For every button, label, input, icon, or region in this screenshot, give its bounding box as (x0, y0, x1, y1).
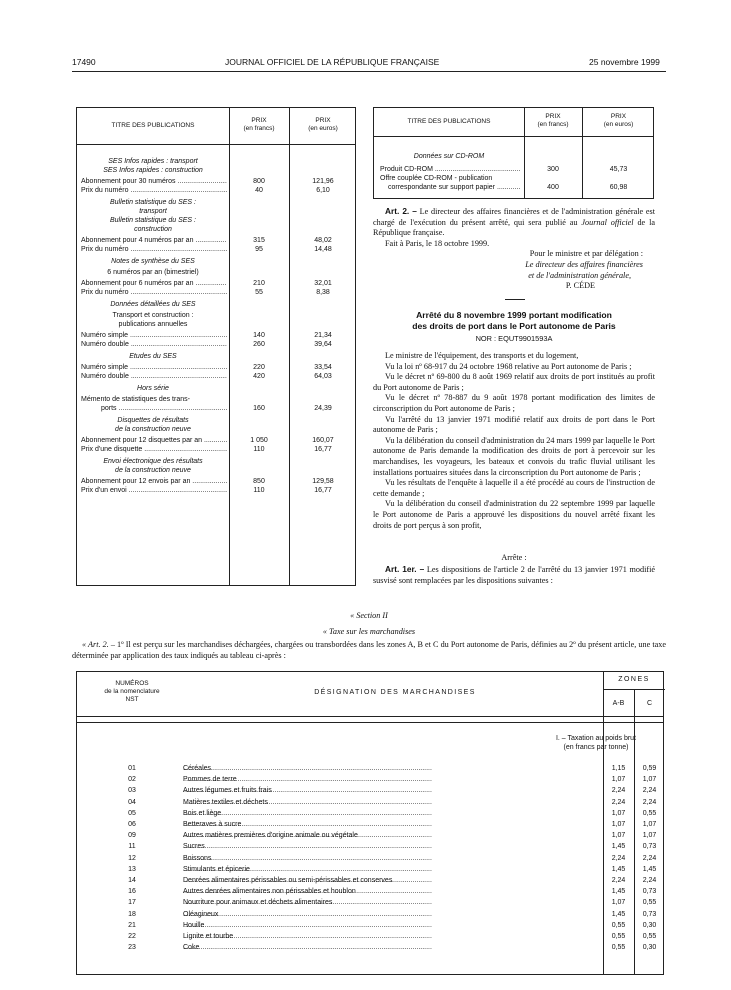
header-rule (72, 71, 666, 72)
rate-zone-ab: 2,24 (611, 877, 626, 884)
decree-paragraph: Vu la délibération du conseil d'administration du 24 mars 1999 par laquelle le Port autonome de Paris demande la modification des droits de port à percevoir sur les marchandises, les voyageurs, les bateaux et convois du trafic fluvial utilisant les installations portuaires situées dans la circonscription du Port autonome de Paris ; (373, 435, 655, 477)
table-row (77, 842, 663, 852)
col-francs-header: PRIX (en francs) (537, 113, 569, 128)
table-header (77, 672, 663, 717)
nst-number: 18 (128, 910, 136, 918)
decree-paragraph: Vu l'arrêté du 13 janvier 1971 modifié relatif aux droits de port dans le Port autonome de Paris ; (373, 414, 655, 435)
goods-designation: Nourriture pour animaux et déchets alimentaires ..... (183, 898, 597, 908)
goods-designation: Lignite et tourbe ..... (183, 932, 597, 942)
nst-number: 01 (128, 765, 136, 772)
table-row (77, 943, 663, 953)
price-euros: 39,64 (314, 341, 332, 348)
price-euros: 64,03 (314, 373, 332, 380)
row-label: Prix d'une disquette ..... (81, 445, 227, 454)
col-title-header: TITRE DES PUBLICATIONS (407, 118, 491, 125)
col-c-header: C (646, 700, 653, 707)
table-row (374, 174, 653, 183)
article-lead: « Art. 2. – (82, 640, 115, 649)
table-row (77, 404, 355, 413)
goods-designation: Stimulants et épicerie ..... (183, 865, 597, 875)
rate-zone-ab: 1,45 (611, 865, 626, 873)
journal-title: JOURNAL OFFICIEL DE LA RÉPUBLIQUE FRANÇAISE (225, 57, 440, 67)
row-label: ports ..... (101, 404, 227, 413)
section-heading: Disquettes de résultats de la construction neuve (115, 417, 191, 433)
publications-price-table (76, 107, 356, 586)
table-header (374, 108, 653, 137)
price-euros: 6,10 (316, 187, 330, 194)
goods-designation: Denrées alimentaires périssables ou semi-périssables et conserves ..... (183, 876, 597, 886)
table-row (77, 775, 663, 785)
table-row (374, 165, 653, 174)
table-header (77, 108, 355, 145)
price-euros: 33,54 (314, 364, 332, 371)
article-2 (373, 206, 655, 292)
table-row (77, 186, 355, 195)
price-euros: 24,39 (314, 405, 332, 412)
price-euros: 16,77 (314, 487, 332, 494)
table-row (77, 340, 355, 349)
row-label: Abonnement pour 12 envois par an ..... (81, 477, 227, 486)
rate-zone-c: 2,24 (642, 798, 657, 806)
price-francs: 850 (253, 478, 265, 485)
rate-zone-ab: 1,07 (611, 776, 626, 784)
table-row (77, 236, 355, 245)
rate-zone-c: 2,24 (642, 854, 657, 862)
section-heading: Envoi électronique des résultats de la construction neuve (103, 458, 203, 474)
article-text-end: de la République française. (373, 217, 655, 238)
price-francs: 1 050 (250, 437, 268, 444)
issue-date: 25 novembre 1999 (589, 57, 660, 67)
price-euros: 60,98 (609, 184, 628, 191)
nst-number: 06 (128, 821, 136, 828)
price-francs: 420 (253, 373, 265, 380)
rate-zone-c: 0,73 (642, 910, 657, 918)
goods-designation: Matières textiles et déchets ..... (183, 798, 597, 808)
table-row (77, 887, 663, 897)
goods-designation: Autres denrées alimentaires non périssables et houblon ..... (183, 887, 597, 897)
rate-zone-ab: 1,07 (611, 899, 626, 907)
row-label: Prix du numéro ..... (81, 186, 227, 195)
price-francs: 110 (253, 446, 265, 453)
article-1 (373, 564, 655, 586)
signing-date: Fait à Paris, le 18 octobre 1999. (385, 238, 490, 248)
signature-line: Pour le ministre et par délégation : (529, 249, 643, 259)
header-spacer (77, 716, 663, 723)
price-euros: 121,96 (312, 178, 334, 185)
nst-number: 05 (128, 809, 136, 817)
price-francs: 210 (253, 280, 265, 287)
col-euros-header: PRIX (en euros) (603, 113, 634, 128)
price-francs: 160 (253, 405, 265, 412)
taxation-heading (527, 734, 665, 752)
goods-designation: Bois et liège ..... (183, 809, 597, 819)
section-heading: Notes de synthèse du SES (111, 258, 195, 265)
price-francs: 260 (253, 341, 265, 348)
rate-zone-ab: 1,45 (611, 888, 626, 896)
table-row (77, 445, 355, 454)
section-article (72, 640, 666, 661)
rate-zone-ab: 0,55 (611, 933, 626, 940)
col-num-header: NUMÉROS de la nomenclature NST (104, 680, 160, 703)
table-row (77, 372, 355, 381)
rate-zone-c: 1,07 (642, 832, 657, 840)
section-heading: Hors série (137, 385, 169, 392)
decree-title-line: des droits de port dans le Port autonome de Paris (412, 320, 616, 331)
col-ab-header: A-B (612, 700, 625, 707)
table-row (77, 245, 355, 254)
rate-zone-c: 0,55 (642, 809, 657, 817)
taxation-line: (en francs par tonne) (563, 744, 629, 751)
col-zones-header: ZONES (618, 676, 650, 683)
decree-arrete-word: Arrête : (501, 553, 527, 562)
row-label: Prix du numéro ..... (81, 245, 227, 254)
section-heading: 6 numéros par an (bimestriel) (107, 269, 199, 276)
article-text: Les dispositions de l'article 2 de l'arrêté du 13 janvier 1971 modifié susvisé sont remplacées par les dispositions suivantes : (373, 565, 655, 585)
price-francs: 220 (253, 364, 265, 371)
goods-designation: Houille ..... (183, 921, 597, 931)
rate-zone-ab: 1,07 (611, 832, 626, 840)
row-label: Mémento de statistiques des trans- (81, 396, 190, 403)
col-francs-header: PRIX (en francs) (243, 117, 275, 132)
article-lead: Art. 1er. – (385, 564, 425, 574)
nst-number: 23 (128, 944, 136, 952)
price-francs: 300 (547, 166, 559, 173)
rate-zone-c: 2,24 (642, 877, 657, 884)
rate-zone-c: 0,73 (642, 843, 657, 851)
table-row (77, 477, 355, 486)
decree-paragraph: Vu la délibération du conseil d'administration du 22 septembre 1999 par laquelle le Port autonome de Paris a approuvé les dispositions du nouvel arrêté fixant les droits de port perçus à son profit, (373, 499, 655, 530)
row-label: correspondante sur support papier ..... (388, 183, 520, 192)
decree-paragraph: Vu le décret nº 69-800 du 8 août 1969 relatif aux droits de port institués au profit du Port autonome de Paris ; (373, 372, 655, 392)
nst-number: 11 (128, 843, 136, 851)
table-row (374, 183, 653, 192)
column-divider (634, 689, 635, 716)
price-euros: 32,01 (314, 280, 332, 287)
price-francs: 140 (253, 332, 265, 339)
article-text: Le directeur des affaires financières et de l'administration générale est chargé de l'exécution du présent arrêté, qui sera publié au (373, 207, 655, 227)
table-row (77, 898, 663, 908)
goods-designation: Coke ..... (183, 943, 597, 953)
rate-zone-ab: 1,07 (611, 821, 626, 828)
section-heading: Données sur CD-ROM (413, 153, 485, 160)
separator-rule (505, 299, 525, 300)
nst-number: 09 (128, 832, 136, 840)
table-row (77, 436, 355, 445)
section-heading: Bulletin statistique du SES : transport Bulletin statistique du SES : construction (110, 199, 196, 233)
table-row (77, 786, 663, 796)
rate-zone-c: 0,30 (642, 921, 657, 929)
decree-title (373, 310, 655, 331)
row-label: Numéro double ..... (81, 340, 227, 349)
price-euros: 21,34 (314, 332, 332, 339)
decree-paragraph: Le ministre de l'équipement, des transports et du logement, (385, 351, 579, 360)
price-euros: 14,48 (314, 246, 332, 253)
row-label: Abonnement pour 12 disquettes par an ..... (81, 436, 227, 445)
nst-number: 17 (128, 899, 136, 907)
section-heading: SES Infos rapides : transport SES Infos rapides : construction (103, 158, 203, 174)
nst-number: 22 (128, 933, 136, 940)
page-number: 17490 (72, 57, 96, 67)
decree-paragraph: Vu la loi nº 68-917 du 24 octobre 1968 relative au Port autonome de Paris ; (385, 361, 632, 371)
goods-designation: Betteraves à sucre ..... (183, 820, 597, 830)
table-row (77, 820, 663, 830)
table-row (77, 932, 663, 942)
table-row (77, 921, 663, 931)
row-label: Abonnement pour 6 numéros par an ..... (81, 279, 227, 288)
rate-zone-ab: 2,24 (611, 798, 626, 806)
nst-number: 04 (128, 798, 136, 806)
section-title: « Section II (350, 611, 388, 620)
price-euros: 160,07 (312, 437, 334, 444)
goods-designation: Céréales ..... (183, 764, 597, 774)
signatory-name: P. CÉDE (565, 281, 595, 291)
row-label: Offre couplée CD-ROM - publication (380, 175, 493, 182)
nst-number: 02 (128, 776, 136, 784)
goods-designation: Autres matières premières d'origine animale ou végétale ..... (183, 831, 597, 841)
row-label: Prix d'un envoi ..... (81, 486, 227, 495)
row-label: Abonnement pour 30 numéros ..... (81, 177, 227, 186)
decree-paragraph: Vu le décret nº 78-887 du 9 août 1978 portant modification des limites de circonscription du Port autonome de Paris ; (373, 393, 655, 413)
rate-zone-c: 0,30 (642, 944, 657, 952)
rate-zone-c: 0,55 (642, 899, 657, 907)
article-text: 1º Il est perçu sur les marchandises déchargées, chargées ou transbordées dans les zones A, B et C du Port autonome de Paris, définies au 2º du présent article, une taxe déterminée par application des taux indiqués au tableau ci-après : (72, 640, 666, 660)
article-lead: Art. 2. – (385, 206, 417, 216)
table-row (77, 288, 355, 297)
table-row (77, 331, 355, 340)
row-label: Numéro double ..... (81, 372, 227, 381)
goods-designation: Sucres ..... (183, 842, 597, 852)
price-euros: 45,73 (609, 166, 628, 173)
signature-line: Le directeur des affaires financières (525, 259, 643, 269)
section-heading: Etudes du SES (129, 353, 177, 360)
journal-reference: Journal officiel (581, 217, 634, 227)
row-label: Numéro simple ..... (81, 331, 227, 340)
decree-body (373, 351, 655, 531)
table-row (77, 798, 663, 808)
row-label: Numéro simple ..... (81, 363, 227, 372)
rate-zone-ab: 2,24 (611, 854, 626, 862)
nst-number: 14 (128, 877, 136, 884)
rate-zone-c: 1,45 (642, 865, 657, 873)
price-euros: 48,02 (314, 237, 332, 244)
rate-zone-c: 1,07 (642, 776, 657, 784)
rate-zone-c: 1,07 (642, 821, 657, 828)
signature-line: et de l'administration générale, (528, 270, 631, 280)
table-row (77, 177, 355, 186)
price-francs: 110 (253, 487, 265, 494)
rate-zone-ab: 1,07 (611, 809, 626, 817)
price-euros: 8,38 (316, 289, 330, 296)
cdrom-price-table (373, 107, 654, 199)
nor-reference: NOR : EQUT9901593A (475, 334, 553, 343)
rate-zone-c: 2,24 (642, 787, 657, 795)
decree-title-line: Arrêté du 8 novembre 1999 portant modification (416, 310, 612, 320)
row-label: Abonnement pour 4 numéros par an ..... (81, 236, 227, 245)
nst-number: 21 (128, 921, 136, 929)
table-row (77, 764, 663, 774)
nst-number: 16 (128, 888, 136, 896)
decree-paragraph: Vu les résultats de l'enquête à laquelle il a été procédé au cours de l'instruction de cette demande ; (373, 478, 655, 498)
rate-zone-ab: 1,15 (611, 765, 626, 772)
table-row (77, 865, 663, 875)
table-row (77, 395, 355, 404)
goods-designation: Pommes de terre ..... (183, 775, 597, 785)
row-label: Produit CD-ROM ..... (380, 165, 520, 174)
rate-zone-c: 0,59 (642, 765, 657, 772)
rate-zone-c: 0,73 (642, 888, 657, 896)
signature-block (373, 249, 655, 291)
taxation-line: I. – Taxation au poids brut (555, 735, 637, 742)
price-francs: 800 (253, 178, 265, 185)
goods-designation: Autres légumes et fruits frais ..... (183, 786, 597, 796)
col-designation-header: DÉSIGNATION DES MARCHANDISES (314, 689, 476, 696)
row-label: Prix du numéro ..... (81, 288, 227, 297)
price-francs: 40 (255, 187, 263, 194)
rate-zone-ab: 0,55 (611, 944, 626, 952)
price-francs: 95 (255, 246, 263, 253)
goods-designation: Boissons ..... (183, 854, 597, 864)
rate-zone-ab: 0,55 (611, 921, 626, 929)
nst-number: 13 (128, 865, 136, 873)
rate-zone-ab: 1,45 (611, 843, 626, 851)
price-francs: 55 (255, 289, 263, 296)
price-francs: 315 (253, 237, 265, 244)
col-euros-header: PRIX (en euros) (308, 117, 338, 132)
table-row (77, 910, 663, 920)
table-row (77, 279, 355, 288)
rate-zone-ab: 2,24 (611, 787, 626, 795)
section-heading: Transport et construction : publications annuelles (112, 312, 194, 328)
price-euros: 16,77 (314, 446, 332, 453)
table-row (77, 876, 663, 886)
rate-zone-c: 0,55 (642, 933, 657, 940)
goods-tax-table (76, 671, 664, 975)
price-francs: 400 (547, 184, 559, 191)
table-row (77, 363, 355, 372)
table-row (77, 854, 663, 864)
section-heading: Données détaillées du SES (110, 301, 196, 308)
section-subtitle: « Taxe sur les marchandises (322, 627, 416, 636)
rate-zone-ab: 1,45 (611, 910, 626, 918)
table-row (77, 809, 663, 819)
table-row (77, 831, 663, 841)
price-euros: 129,58 (312, 478, 334, 485)
col-title-header: TITRE DES PUBLICATIONS (111, 122, 195, 129)
table-row (77, 486, 355, 495)
nst-number: 03 (128, 787, 136, 795)
goods-designation: Oléagineux ..... (183, 910, 597, 920)
nst-number: 12 (128, 854, 136, 862)
